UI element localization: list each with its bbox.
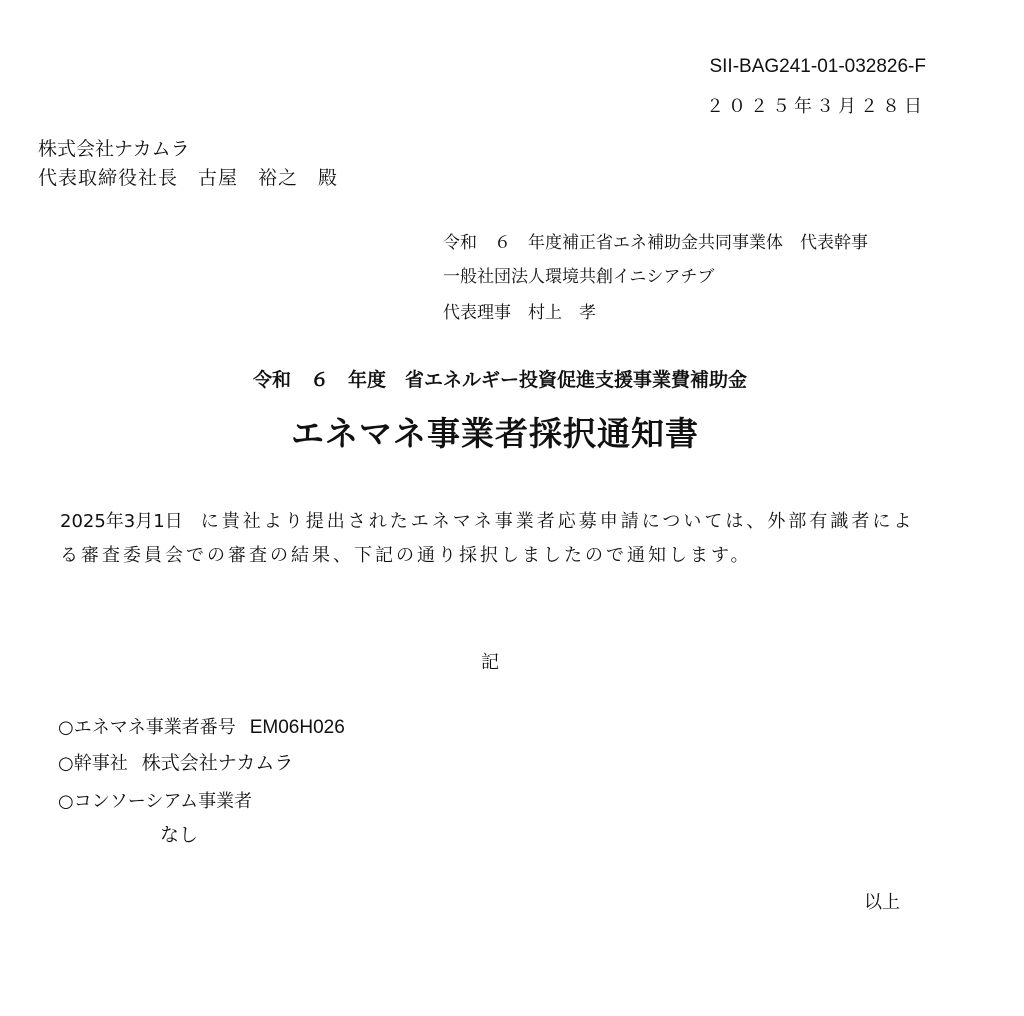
closing-mark: 以上 <box>864 892 900 913</box>
recipient-company: 株式会社ナカムラ <box>38 138 190 160</box>
enemane-number-row <box>58 713 345 739</box>
sender-organization-line: 令和 ６ 年度補正省エネ補助金共同事業体 代表幹事 <box>443 233 868 253</box>
lead-company-label: ○幹事社 <box>58 753 128 774</box>
lead-company-value: 株式会社ナカムラ <box>141 752 294 774</box>
application-date: 2025年3月1日 <box>60 511 183 532</box>
consortium-row <box>58 787 252 813</box>
ki-heading: 記 <box>481 652 499 673</box>
sender-director: 代表理事 村上 孝 <box>443 303 596 323</box>
recipient-representative: 代表取締役社長 古屋 裕之 殿 <box>38 167 339 189</box>
document-title: エネマネ事業者採択通知書 <box>291 414 699 453</box>
sender-association: 一般社団法人環境共創イニシアチブ <box>443 267 715 287</box>
lead-company-row <box>58 748 293 775</box>
consortium-label: ○コンソーシアム事業者 <box>58 791 253 812</box>
document-number: SII-BAG241-01-032826-F <box>709 56 926 77</box>
notice-body-text: に貴社より提出されたエネマネ事業者応募申請については、外部有識者による審査委員会での審査の結果、下記の通り採択しましたので通知します。 <box>60 511 915 566</box>
enemane-number-label: ○エネマネ事業者番号 <box>58 717 236 738</box>
document-date: ２０２５年３月２８日 <box>706 96 926 117</box>
enemane-number-value: EM06H026 <box>249 717 345 738</box>
notice-body <box>60 505 928 573</box>
program-subtitle: 令和 ６ 年度 省エネルギー投資促進支援事業費補助金 <box>252 369 747 391</box>
consortium-value: なし <box>160 824 199 846</box>
